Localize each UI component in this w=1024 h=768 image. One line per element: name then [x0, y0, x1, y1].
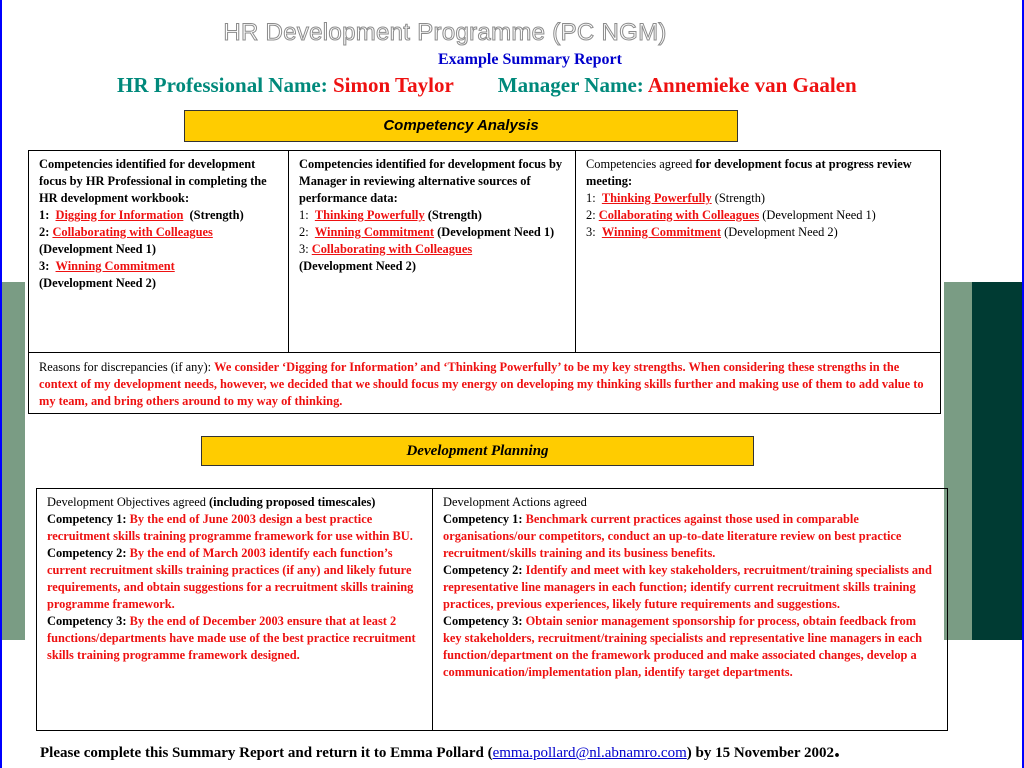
list-item: 1: Thinking Powerfully (Strength): [299, 208, 482, 222]
list-item: Competency 2: By the end of March 2003 identify each function’s current recruitment skills training practices (if any) and likely future requirements, and obtain suggestions for a recruitment skills training programme framework.: [47, 546, 414, 611]
manager-label: Manager Name:: [497, 73, 648, 97]
page-title: HR Development Programme (PC NGM): [223, 19, 667, 46]
competency-link[interactable]: Collaborating with Colleagues: [598, 208, 760, 222]
list-item: 3: Winning Commitment (Development Need 2): [586, 225, 838, 239]
competency-link[interactable]: Collaborating with Colleagues: [52, 225, 213, 239]
list-item: 2: Winning Commitment (Development Need 1): [299, 225, 555, 239]
list-item: 1: Thinking Powerfully (Strength): [586, 191, 766, 205]
right-decor-bar-light: [944, 282, 972, 640]
reasons-text: We consider ‘Digging for Information’ and ‘Thinking Powerfully’ to be my key strengths. When considering these strengths in the context of my development needs, however, we decided that we should focus my energy on developing my thinking skills further and making use of them to add value to my team, and bring others around to my way of thinking.: [39, 360, 924, 408]
reasons-label: Reasons for discrepancies (if any):: [39, 360, 215, 374]
list-item: Competency 1: Benchmark current practices against those used in comparable organisations/our competitors, conduct an up-to-date literature review on best practice recruitment/skills training and its business benefits.: [443, 512, 902, 560]
competency-analysis-banner: Competency Analysis: [184, 110, 738, 142]
manager-column: [289, 151, 576, 352]
hr-professional-column: [29, 151, 289, 352]
names-line: [117, 73, 857, 98]
list-item: Competency 3: By the end of December 2003 ensure that at least 2 functions/departments have made use of the best practice recruitment skills training programme framework designed.: [47, 614, 416, 662]
objectives-column: [37, 489, 433, 730]
competency-link[interactable]: Collaborating with Colleagues: [311, 242, 473, 256]
footer-instruction: Please complete this Summary Report and return it to Emma Pollard (emma.pollard@nl.abnamro.com) by 15 November 2002.: [40, 737, 840, 763]
column-heading: Development Objectives agreed (including proposed timescales): [47, 495, 376, 509]
hr-name: Simon Taylor: [333, 73, 454, 97]
competency-link[interactable]: Thinking Powerfully: [314, 208, 425, 222]
column-heading: Competencies agreed for development focus at progress review meeting:: [586, 157, 912, 188]
development-table: [36, 488, 948, 731]
discrepancy-reasons: [28, 352, 941, 414]
list-item: 2: Collaborating with Colleagues (Development Need 1): [586, 208, 876, 222]
list-item: Competency 1: By the end of June 2003 design a best practice recruitment skills training programme framework for use within BU.: [47, 512, 413, 543]
email-link[interactable]: emma.pollard@nl.abnamro.com: [492, 745, 687, 761]
column-heading: Development Actions agreed: [443, 495, 587, 509]
competency-link[interactable]: Thinking Powerfully: [601, 191, 712, 205]
column-heading: Competencies identified for development focus by Manager in reviewing alternative sources of performance data:: [299, 157, 563, 205]
list-item: Competency 3: Obtain senior management sponsorship for process, obtain feedback from key stakeholders, recruitment/training specialists and representative line managers in each function/department on the framework produced and make associated changes, develop a communication/implementation plan, identify target departments.: [443, 614, 923, 679]
agreed-column: [576, 151, 940, 352]
left-decor-bar: [2, 282, 25, 640]
list-item: 3: Collaborating with Colleagues (Development Need 2): [299, 242, 473, 273]
competency-table: [28, 150, 941, 353]
list-item: Competency 2: Identify and meet with key stakeholders, recruitment/training specialists and representative line managers in each function; identify current recruitment skills training practices, previous experiences, likely future requirements and suggestions.: [443, 563, 932, 611]
manager-name: Annemieke van Gaalen: [647, 73, 857, 97]
list-item: 1: Digging for Information (Strength): [39, 208, 244, 222]
right-decor-bar-dark: [972, 282, 1022, 640]
list-item: 2: Collaborating with Colleagues (Development Need 1): [39, 225, 213, 256]
competency-link[interactable]: Digging for Information: [55, 208, 184, 222]
page-subtitle: Example Summary Report: [438, 51, 622, 68]
competency-link[interactable]: Winning Commitment: [55, 259, 175, 273]
actions-column: [433, 489, 947, 730]
column-heading: Competencies identified for development focus by HR Professional in completing the HR development workbook:: [39, 157, 267, 205]
list-item: 3: Winning Commitment (Development Need 2): [39, 259, 175, 290]
development-planning-banner: Development Planning: [201, 436, 754, 466]
competency-link[interactable]: Winning Commitment: [601, 225, 722, 239]
competency-link[interactable]: Winning Commitment: [314, 225, 435, 239]
hr-label: HR Professional Name:: [117, 73, 333, 97]
